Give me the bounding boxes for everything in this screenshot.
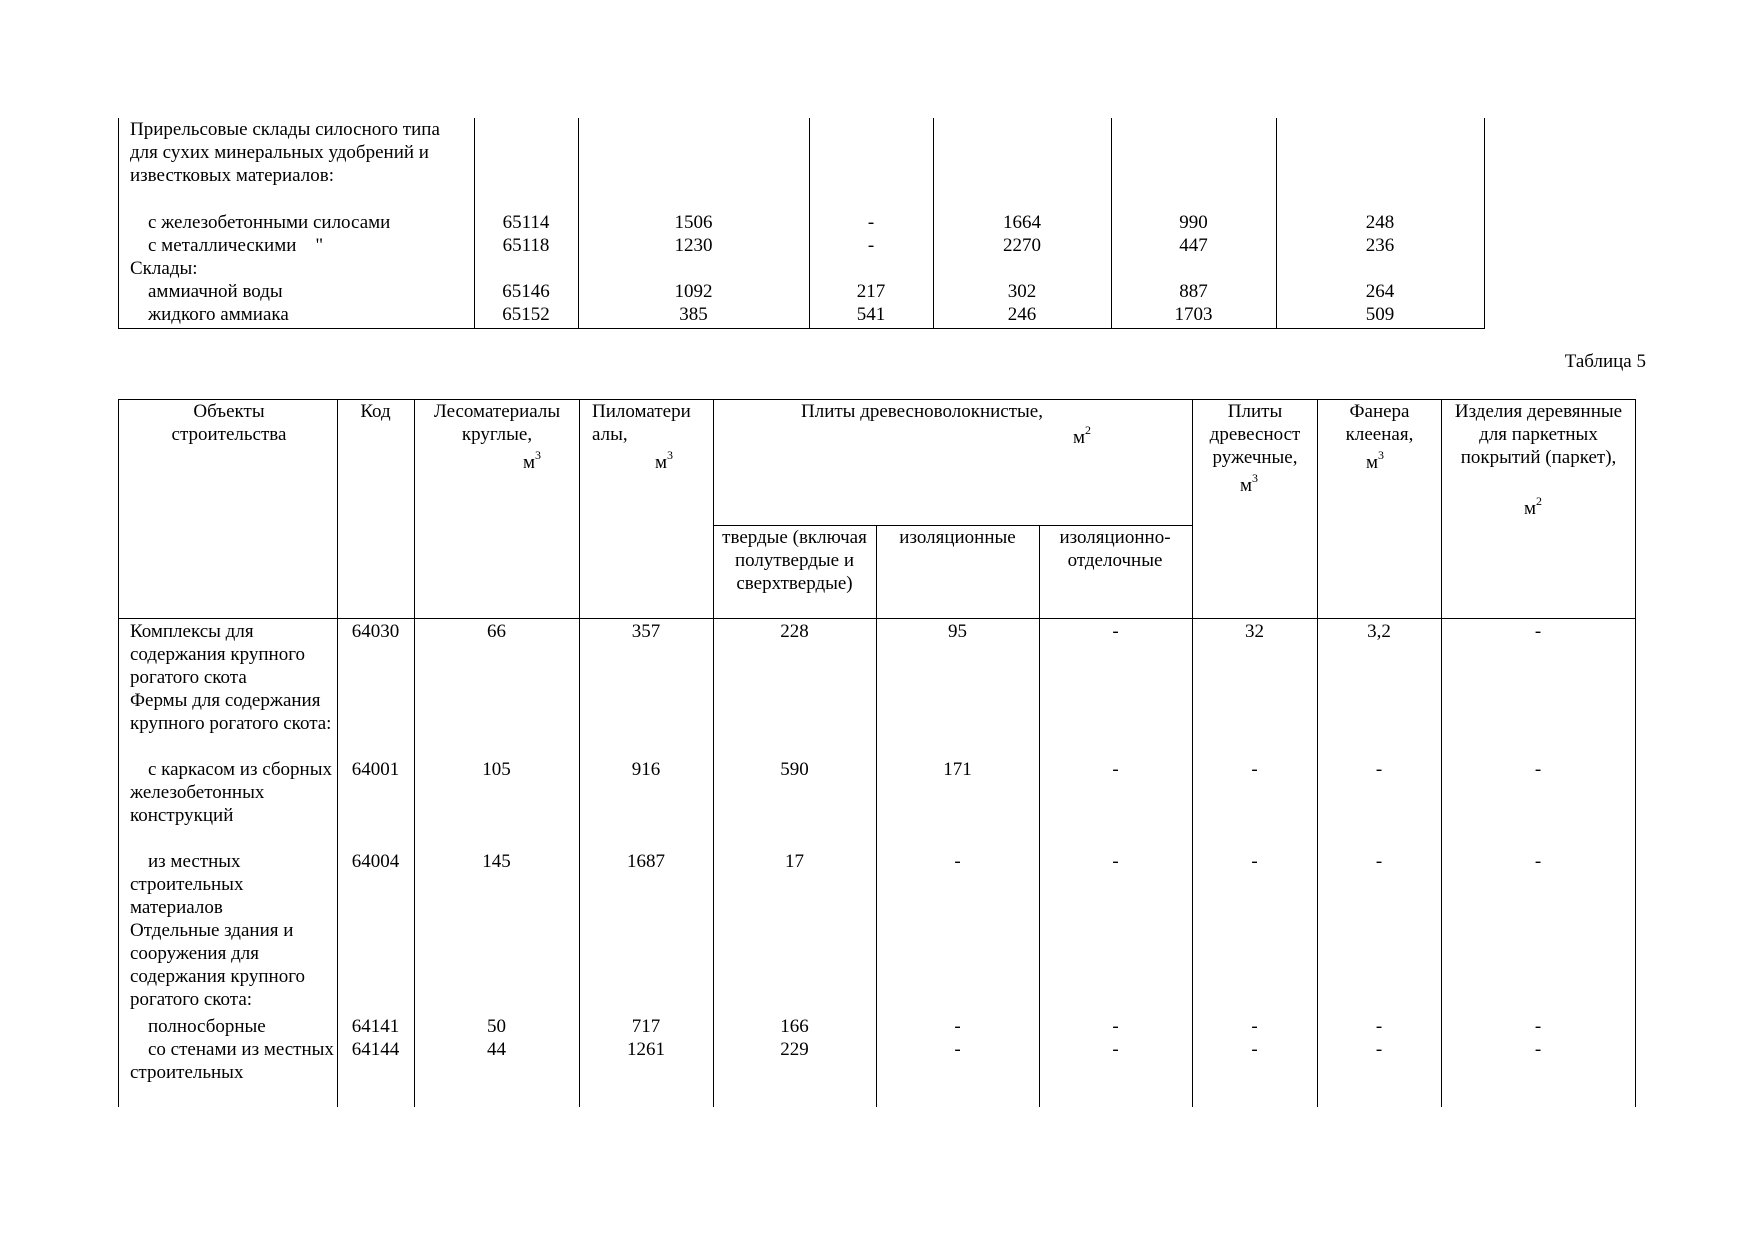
cell: 64030 <box>351 621 400 642</box>
cell: 50 <box>487 1016 506 1037</box>
header-parquet-unit: $м^2$ <box>1524 494 1543 519</box>
top-cell: 246 <box>1007 304 1037 325</box>
header-insulating: изоляционные <box>899 527 1016 548</box>
cell: - <box>1534 851 1542 872</box>
cell: - <box>1251 851 1258 872</box>
top-cell: - <box>867 212 875 233</box>
cell: 64004 <box>351 851 400 872</box>
cell: - <box>1375 1039 1383 1060</box>
row-name: со стенами из местных строительных <box>130 1039 334 1083</box>
row-name: Комплексы для содержания крупного рогатого скота <box>130 621 306 688</box>
header-hard: твердые (включая полутвердые и сверхтвердые) <box>722 527 867 594</box>
cell: 228 <box>780 621 809 642</box>
top-cell: 1092 <box>674 281 713 302</box>
top-cell: 65146 <box>502 281 550 302</box>
cell: - <box>1112 1016 1119 1037</box>
row-name: из местных строительных материалов <box>130 851 244 918</box>
top-cell: - <box>867 235 875 256</box>
cell: - <box>954 851 961 872</box>
cell: 17 <box>785 851 804 872</box>
top-row-name: жидкого аммиака <box>148 304 289 325</box>
top-cell: 990 <box>1179 212 1208 233</box>
cell: 1261 <box>627 1039 665 1060</box>
cell: 44 <box>487 1039 506 1060</box>
cell: 3,2 <box>1367 621 1391 642</box>
header-round-timber-unit: $м^3$ <box>523 448 542 473</box>
cell: 95 <box>948 621 967 642</box>
cell: - <box>954 1039 961 1060</box>
cell: 105 <box>482 759 511 780</box>
top-cell: 1703 <box>1174 304 1213 325</box>
top-cell: 2270 <box>1003 235 1041 256</box>
cell: - <box>1375 1016 1383 1037</box>
header-objects: Объекты строительства <box>171 401 287 445</box>
cell: - <box>1534 759 1542 780</box>
cell: 717 <box>631 1016 661 1037</box>
header-fiberboard: Плиты древесноволокнистые, <box>801 401 1043 422</box>
top-cell: 509 <box>1365 304 1395 325</box>
top-cell: 541 <box>856 304 886 325</box>
cell: 66 <box>487 621 506 642</box>
top-cell: 217 <box>856 281 886 302</box>
cell: - <box>1112 621 1119 642</box>
row-name: с каркасом из сборных железобетонных конструкций <box>130 759 332 826</box>
cell: - <box>1112 759 1119 780</box>
top-cell: 248 <box>1365 212 1395 233</box>
table-caption: Таблица 5 <box>1564 351 1646 372</box>
header-code: Код <box>360 401 391 422</box>
top-cell: 65114 <box>502 212 550 233</box>
cell: 64001 <box>351 759 400 780</box>
top-cell: 385 <box>679 304 708 325</box>
top-cell: 236 <box>1365 235 1395 256</box>
cell: 916 <box>631 759 661 780</box>
cell: - <box>1251 1016 1258 1037</box>
header-particle-unit: $м^3$ <box>1240 471 1259 496</box>
cell: - <box>1112 851 1119 872</box>
top-row-name: Склады: <box>130 258 198 279</box>
cell: - <box>1251 759 1258 780</box>
cell: - <box>1112 1039 1119 1060</box>
cell: - <box>1251 1039 1258 1060</box>
top-cell: 1230 <box>674 235 713 256</box>
header-particle: Плиты древесност ружечные, <box>1209 401 1301 468</box>
cell: 32 <box>1245 621 1264 642</box>
cell: - <box>1534 1039 1542 1060</box>
row-name: Фермы для содержания крупного рогатого скота: <box>130 690 332 734</box>
row-name: Отдельные здания и сооружения для содержания крупного рогатого скота: <box>130 920 306 1010</box>
header-plywood: Фанера клееная, <box>1345 401 1414 445</box>
top-cell: 1664 <box>1003 212 1041 233</box>
header-plywood-unit: $м^3$ <box>1366 448 1385 473</box>
cell: 64141 <box>351 1016 400 1037</box>
cell: - <box>1375 759 1383 780</box>
top-cell: 264 <box>1365 281 1395 302</box>
cell: 171 <box>943 759 972 780</box>
header-sawn: Пиломатери алы, <box>592 401 691 445</box>
top-row-name: аммиачной воды <box>148 281 283 302</box>
top-cell: 65118 <box>502 235 550 256</box>
top-row-name: с железобетонными силосами <box>148 212 391 233</box>
cell: - <box>1534 1016 1542 1037</box>
cell: - <box>954 1016 961 1037</box>
top-cell: 65152 <box>502 304 550 325</box>
top-cell: 447 <box>1179 235 1208 256</box>
cell: 590 <box>780 759 809 780</box>
header-round-timber: Лесоматериалы круглые, <box>433 401 561 445</box>
cell: 1687 <box>627 851 665 872</box>
top-cell: 302 <box>1007 281 1037 302</box>
top-row-name: с металлическими " <box>148 235 324 256</box>
top-row-name: Прирельсовые склады силосного типа для сухих минеральных удобрений и известковых материалов: <box>130 119 440 186</box>
cell: 145 <box>482 851 511 872</box>
cell: - <box>1375 851 1383 872</box>
top-cell: 887 <box>1179 281 1208 302</box>
cell: - <box>1534 621 1542 642</box>
header-fiberboard-unit: $м^2$ <box>1073 423 1092 448</box>
cell: 64144 <box>351 1039 400 1060</box>
header-insul-finishing: изоляционно-отделочные <box>1059 527 1171 571</box>
cell: 229 <box>780 1039 809 1060</box>
row-name: полносборные <box>148 1016 266 1037</box>
header-sawn-unit: $м^3$ <box>655 448 674 473</box>
cell: 357 <box>631 621 661 642</box>
top-cell: 1506 <box>674 212 713 233</box>
cell: 166 <box>780 1016 809 1037</box>
header-parquet: Изделия деревянные для паркетных покрытий (паркет), <box>1454 401 1623 468</box>
